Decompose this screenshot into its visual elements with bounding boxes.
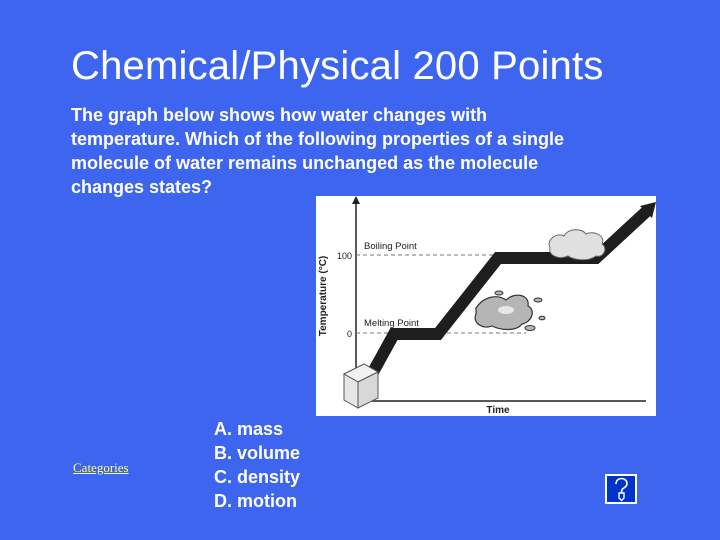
graph-svg [316, 196, 656, 416]
slide-title: Chemical/Physical 200 Points [71, 44, 604, 88]
y-axis-label: Temperature (°C) [318, 255, 329, 337]
x-axis-label: Time [486, 405, 510, 416]
answer-option: D. motion [214, 491, 297, 511]
phase-change-graph [316, 196, 656, 416]
categories-link[interactable]: Categories [73, 460, 129, 475]
question-mark-icon [607, 476, 635, 502]
answer-option: B. volume [214, 443, 301, 463]
question-line: molecule of water remains unchanged as the molecule [71, 153, 539, 173]
help-button[interactable] [605, 474, 637, 504]
question-line: The graph below shows how water changes with [71, 105, 488, 125]
question-text [71, 103, 651, 199]
boiling-point-label: Boiling Point [364, 241, 417, 252]
question-line: changes states? [71, 177, 213, 197]
y-axis-arrow [352, 196, 360, 204]
steam-cloud-icon [549, 230, 605, 260]
answer-option: A. mass [214, 419, 284, 439]
y-tick-label: 0 [346, 329, 352, 339]
melting-point-label: Melting Point [364, 318, 419, 329]
answer-list [214, 417, 300, 513]
answer-option: C. density [214, 467, 301, 487]
water-puddle-icon [475, 291, 545, 331]
y-tick-label: 100 [336, 251, 352, 261]
question-line: temperature. Which of the following properties of a single [71, 129, 565, 149]
